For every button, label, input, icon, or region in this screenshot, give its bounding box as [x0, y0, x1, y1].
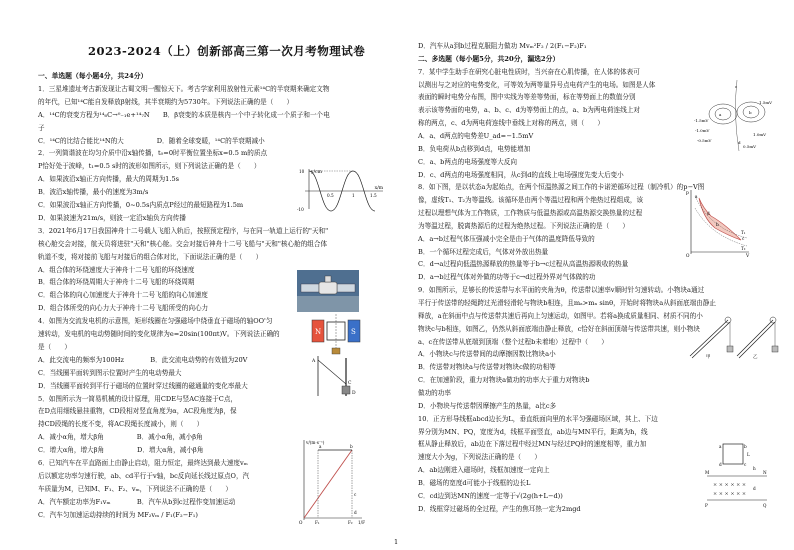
- right-line: C．cd边到达MN的速度一定等于√(2g(h+L−d)): [418, 491, 563, 500]
- right-line: B．一个循环过程完成后，气体对外放出热量: [418, 247, 549, 256]
- ecg-l2: -0.5mV: [697, 138, 712, 143]
- pv-t1: T₁: [741, 230, 746, 235]
- left-line: B．组合体的环绕周期大于神舟十二号飞船的环绕周期: [38, 278, 195, 287]
- left-line: C．¹⁴C的比结合能比¹⁴N的大 D．随着全球变暖，¹⁴C的半衰期减小: [38, 136, 265, 145]
- ecg-a: a: [719, 112, 722, 117]
- right-line: A．a、d两点的电势差U_ad=−1.5mV: [418, 131, 534, 140]
- left-line: C．组合体的向心加速度大于神舟十二号飞船的向心加速度: [38, 291, 208, 300]
- right-line: 释放，a在斜面中点与传送带共速后再向上匀速运动，如图甲。若将a换成质量相同、材质不同的小: [418, 311, 703, 320]
- left-line: 4．如图为交流发电机的示意图，矩形线圈在匀强磁场中绕垂直于磁场的轴OO'匀: [38, 317, 273, 326]
- left-line: D．组合体所受的向心力大于神舟十二号飞船所受的向心力: [38, 304, 209, 313]
- frame-l: L: [747, 452, 750, 457]
- right-line: 以测出与之对应的电势变化，可等效为两等量异号点电荷产生的电场。如图是人体: [418, 80, 656, 89]
- frame-b: b: [744, 444, 747, 449]
- wave-figure: [297, 167, 387, 212]
- ecg-figure: [693, 78, 775, 153]
- conveyor-figure-a: [688, 312, 732, 360]
- vt-label-o: O: [299, 520, 303, 525]
- ecg-l5: 1.5mV: [759, 100, 773, 105]
- left-line: 1．三星堆遗址考古新发现让古蜀文明一醒惊天下。考古学家利用放射性元素¹⁴C的半衰期来确定文物: [38, 84, 330, 93]
- right-line: 8．如下图，是以状态a为起始点，在两个恒温热源之间工作的卡诺逆循环过程（制冷机）的p−V图: [418, 183, 705, 192]
- right-line: 做功的功率: [418, 388, 451, 397]
- left-line: D．当线圈平面转到平行于磁场的位置时穿过线圈的磁通量的变化率最大: [38, 381, 248, 390]
- frame-n: N: [763, 470, 767, 475]
- left-line: 车质量为M，已知M、F₁、F₂、vₘ，下列说法不正确的是（ ）: [38, 484, 232, 493]
- ecg-l1: -1.0mV: [695, 128, 710, 133]
- vt-label-d: d: [354, 510, 357, 515]
- left-line: A．¹⁴C的衰变方程为¹⁴₆C→⁰₋₁e+¹⁴₇N B．β衰变的本质是核内一个中子转化成一个质子和一个电: [38, 110, 330, 119]
- rope-figure: [310, 354, 365, 399]
- exam-title: 2023-2024（上）创新部高三第一次月考物理试卷: [88, 44, 366, 58]
- ecg-c: c: [735, 84, 738, 89]
- right-line: 速度大小为g，下列说法正确的是（ ）: [418, 453, 541, 462]
- svg-text:A: A: [312, 359, 316, 364]
- frame-a: a: [719, 444, 722, 449]
- left-line: 核心舱交会对接，航天员将进驻"天和"核心舱。交会对接后神舟十二号飞船与"天和"核心舱的组合体: [38, 239, 328, 248]
- left-line: C．如果波沿x轴正方向传播，0~0.5s内质点P经过的最短路程为1.5m: [38, 201, 244, 209]
- right-line: D．小物块与传送带因摩擦产生的热量，a比c多: [418, 401, 557, 410]
- right-line: 平行于传送带的轻绳跨过光滑轻滑轮与物块b相连，且mₐ>mₙ sinθ，开始时将物块a从斜面底端由静止: [418, 299, 716, 307]
- ecg-l3: 0.5mV: [743, 144, 757, 149]
- left-line: 子: [38, 123, 45, 132]
- left-line: 在D点用细线悬挂重物，CD段相对竖直角度为α，AC段角度为β，保: [38, 407, 237, 416]
- svg-text:× × × × × ×: × × × × × ×: [713, 491, 747, 497]
- right-line: 界分别为MN、PQ，宽度为d，线框平面竖直，ab边与MN平行，距离为h，线: [418, 427, 648, 436]
- wave-tick-1: 0.5: [327, 193, 334, 198]
- right-line: B．传送带对物块a与传送带对物块c做的功相等: [418, 363, 556, 372]
- pv-v: V: [746, 254, 750, 259]
- right-line: 二、多选题（每小题5分，共20分，漏选2分）: [418, 54, 560, 63]
- vt-label-c: c: [354, 492, 357, 497]
- vt-label-a: a: [319, 444, 322, 449]
- pv-c: c: [742, 236, 745, 241]
- pv-t2: T₂: [741, 246, 746, 251]
- wave-ymax: 10: [299, 169, 305, 174]
- left-line: D．如果波速为21m/s，则波一定沿x轴负方向传播: [38, 213, 186, 222]
- frame-dd: d: [753, 486, 756, 491]
- frame-p: P: [705, 503, 708, 508]
- svg-text:C: C: [348, 381, 352, 386]
- generator-figure: [306, 312, 366, 357]
- ecg-l4: 1.0mV: [753, 132, 767, 137]
- right-line: B．负电荷从b点移到d点，电势能增加: [418, 144, 531, 153]
- right-line: 框从静止释放后，ab边在下落过程中经过MN与经过PQ时的速度相等，重力加: [418, 440, 647, 449]
- frame-d: d: [719, 462, 722, 467]
- left-line: B．波沿x轴传播，最小的速度为3m/s: [38, 188, 149, 197]
- left-line: 3．2021年6月17日我国神舟十二号载人飞船入轨后，按照预定程序，与在同一轨道上运行的"天和": [38, 226, 329, 235]
- right-line: D．汽车从a到b过程克服阻力做功 Mvₘ²F₂ / 2(F₁−F₂)F₁: [418, 42, 587, 50]
- left-line: 是（ ）: [38, 342, 71, 351]
- conveyor-figure-b: [735, 312, 779, 360]
- left-line: A．如果波沿x轴正方向传播，最大的周期为1.5s: [38, 175, 180, 184]
- space-station-figure: [297, 270, 359, 312]
- vt-label-f2: F₂: [348, 520, 353, 525]
- pv-o: O: [686, 253, 690, 258]
- right-line: 过程以理想气体为工作物质，工作物质与低温热源或高温热源交换热量的过程: [418, 209, 643, 218]
- wave-tick-2: 1: [352, 193, 355, 198]
- right-line: a、c在传送带从底端到顶端（整个过程b未着地）过程中（ ）: [418, 337, 608, 346]
- vt-label-b: b: [350, 444, 353, 449]
- wave-ymin: -10: [297, 207, 304, 212]
- vt-axis-label: v/(m·s⁻¹): [306, 440, 325, 445]
- left-line: P恰好处于波峰，t₁=0.5 s时的波形如图所示，则下列说法正确的是（ ）: [38, 162, 261, 171]
- right-line: 9．如图所示，足够长的传送带与水平面的夹角为θ，传送带以速率v顺时针匀速转动。小物块a通过: [418, 286, 705, 295]
- svg-text:N: N: [315, 328, 322, 336]
- pv-a: a: [695, 194, 698, 199]
- pv-d: d: [707, 211, 710, 216]
- right-line: 7．某中学生助手在研究心脏电性质时，当兴奋在心肌传播，在人体的体表可: [418, 67, 640, 76]
- left-line: A．此交流电的频率为100Hz B．此交流电动势的有效值为20V: [38, 355, 248, 364]
- ecg-l0: -1.5mV: [694, 118, 709, 123]
- left-line: 后以额定功率匀速行驶，ab、cd平行于v轴，bc反向延长线过原点O，汽: [38, 471, 250, 480]
- right-line: 表示该等势面的电势，a、b、c、d为等势面上的点，a、b为两电荷连线上对: [418, 106, 641, 115]
- right-line: 为等温过程，脱离热源后的过程为绝热过程。下列说法正确的是（ ）: [418, 221, 629, 230]
- left-line: C．增大α角，增大β角 D．增大α角，减小β角: [38, 446, 204, 455]
- frame-h: h: [753, 466, 756, 471]
- right-line: D．线框穿过磁场的全过程，产生的焦耳热一定为2mgd: [418, 504, 581, 513]
- left-line: 一、单选题（每小题4分，共24分）: [38, 72, 148, 80]
- left-line: C．当线圈平面转到图示位置时产生的电动势最大: [38, 368, 182, 377]
- pv-p: p: [686, 191, 689, 196]
- right-line: A．小物块c与传送带间的动摩擦因数比物块a小: [418, 350, 556, 359]
- svg-text:D: D: [352, 391, 356, 396]
- right-line: C．d→a过程向低温热源释放的热量等于b→c过程从高温热源吸收的热量: [418, 260, 629, 269]
- caption-a: 甲: [706, 355, 711, 360]
- frame-figure: [705, 440, 769, 512]
- right-line: A．ab边刚进入磁场时，线框加速度一定向上: [418, 466, 550, 475]
- pv-b: b: [716, 222, 719, 227]
- left-line: 的年代，已知¹⁴C能自发释放β射线，其半衰期约为5730年。下列说法正确的是（ ）: [38, 97, 294, 106]
- svg-text:S: S: [351, 328, 356, 336]
- frame-m: M: [705, 470, 710, 475]
- left-line: 轨道不变，将对接前飞船与对接后的组合体对比，下面说法正确的是（ ）: [38, 252, 263, 261]
- vt-label-f1: F₁: [315, 520, 320, 525]
- left-line: 2．一列简谐波在均匀介质中沿x轴传播，t₀=0时平衡位置坐标x=0.5 m的质点: [38, 149, 268, 158]
- wave-tick-3: 1.5: [370, 193, 377, 198]
- right-line: 表面的瞬时电势分布图，图中实线为等差等势面，标在等势面上的数值分别: [418, 93, 636, 102]
- left-line: C．汽车匀加速运动持续的时间为 MF₂vₘ / F₁(F₂−F₁): [38, 510, 198, 519]
- wave-axis-x: x/m: [374, 186, 383, 191]
- right-line: C．在加速阶段，重力对物块a做功的功率大于重力对物块b: [418, 376, 590, 385]
- left-line: A．组合体的环绕速度大于神舟十二号飞船的环绕速度: [38, 265, 195, 274]
- page-number: 1: [394, 538, 399, 546]
- left-line: 速转动，发电机的电动势随时间的变化规律为e=20sin(100πt)V。下列说法正确的: [38, 330, 280, 338]
- pv-figure: [685, 188, 751, 258]
- svg-text:× × × × × ×: × × × × × ×: [713, 482, 747, 488]
- vt-axis-x: 1/F: [358, 520, 365, 525]
- left-line: A．汽车额定功率为F₁vₘ B．汽车从b到c过程作变加速运动: [38, 497, 236, 506]
- frame-q: Q: [763, 503, 767, 508]
- right-line: D．a→b过程气体对外做的功等于c→d过程外界对气体做的功: [418, 273, 596, 282]
- caption-b: 乙: [753, 355, 758, 360]
- right-line: C．a、b两点的电场强度等大反向: [418, 157, 517, 166]
- left-line: 持CD段绳的长度不变，将AC段绳长度减小，则（ ）: [38, 420, 204, 429]
- right-line: 像，虚线T₁、T₂为等温线。该循环是由两个等温过程和两个绝热过程组成，该: [418, 196, 644, 205]
- wave-axis-y: y/cm: [311, 170, 322, 175]
- ecg-b: b: [749, 110, 752, 115]
- left-line: 5．如图所示为一简易机械的设计原理，用CDE与竖AC连接于C点，: [38, 394, 238, 403]
- ecg-d: d: [738, 140, 741, 145]
- right-line: 称的两点，c、d为两电荷连线中垂线上对称的两点，则（ ）: [418, 119, 604, 128]
- right-line: 物块c与b相连，如图乙，仍然从斜面底端由静止释放，c恰好在斜面顶端与传送带共速，则小物块: [418, 324, 700, 333]
- left-line: A．减小α角，增大β角 B．减小α角，减小β角: [38, 433, 203, 442]
- frame-c: c: [744, 462, 747, 467]
- right-line: B．磁场的宽度d可能小于线框的边长L: [418, 478, 531, 487]
- vt-figure: [298, 436, 364, 526]
- right-line: 10．正方形导线框abcd边长为L，垂直纸面向里的水平匀强磁场区域，其上、下边: [418, 414, 658, 423]
- left-line: 6．已知汽车在平直路面上由静止启动，阻力恒定，最终达到最大速度vₘ: [38, 459, 248, 467]
- right-line: D．c、d两点的电场强度相同，从c到d的直线上电场强度先变大后变小: [418, 170, 624, 179]
- right-line: A．a→b过程气体压强减小完全是由于气体的温度降低导致的: [418, 234, 595, 243]
